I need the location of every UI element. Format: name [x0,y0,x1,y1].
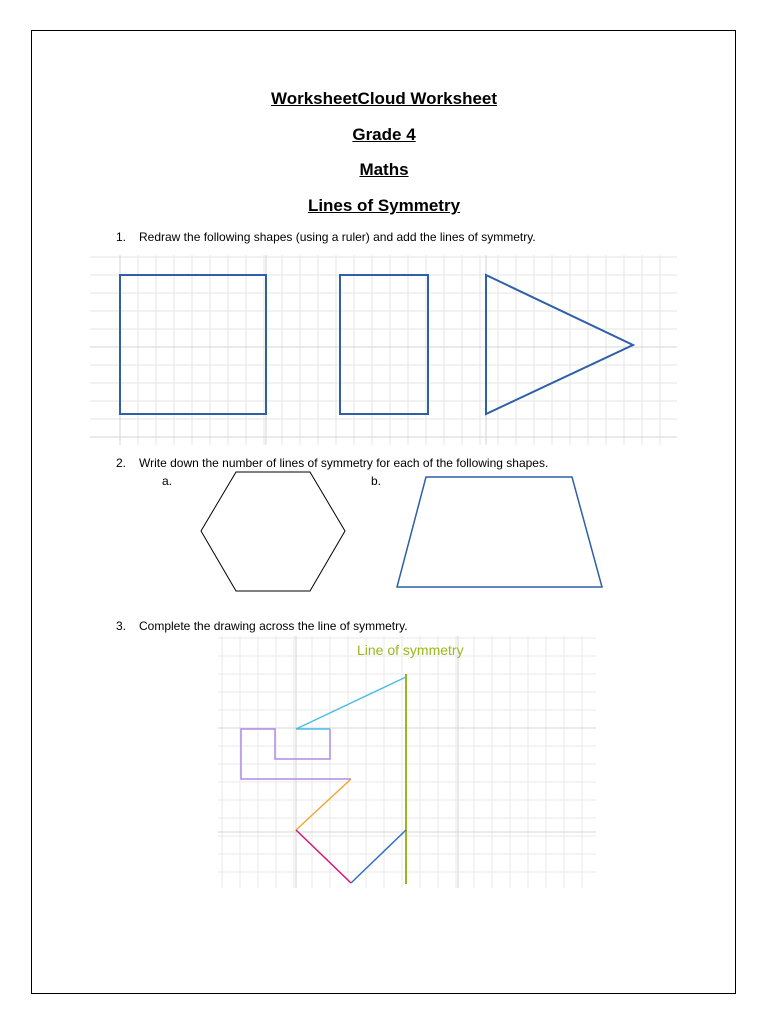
orange-segment [296,779,351,830]
part-a-label: a. [162,474,173,488]
question-text: Write down the number of lines of symmetry for each of the following shapes. [139,456,549,470]
triangle-shape [486,275,633,414]
magenta-segment [296,830,351,883]
question-number: 3. [116,619,127,633]
grid-major [90,255,677,445]
symmetry-line-label: Line of symmetry [357,642,464,658]
question-text: Complete the drawing across the line of symmetry. [139,619,408,633]
trapezium-shape [394,474,606,590]
hexagon-shape [198,470,348,595]
subject-heading: Maths [359,160,409,179]
rectangle-shape [340,275,428,414]
question-1-figure [90,255,677,445]
question-number: 1. [116,230,127,244]
question-3-figure [218,636,596,888]
grid [90,255,677,445]
topic-heading: Lines of Symmetry [307,196,461,215]
part-b-label: b. [371,474,382,488]
question-number: 2. [116,456,127,470]
grade-heading: Grade 4 [352,125,416,144]
square-shape [120,275,266,414]
worksheet-title: WorksheetCloud Worksheet [270,89,498,108]
question-text: Redraw the following shapes (using a ruler) and add the lines of symmetry. [139,230,536,244]
blue-segment [351,830,406,883]
